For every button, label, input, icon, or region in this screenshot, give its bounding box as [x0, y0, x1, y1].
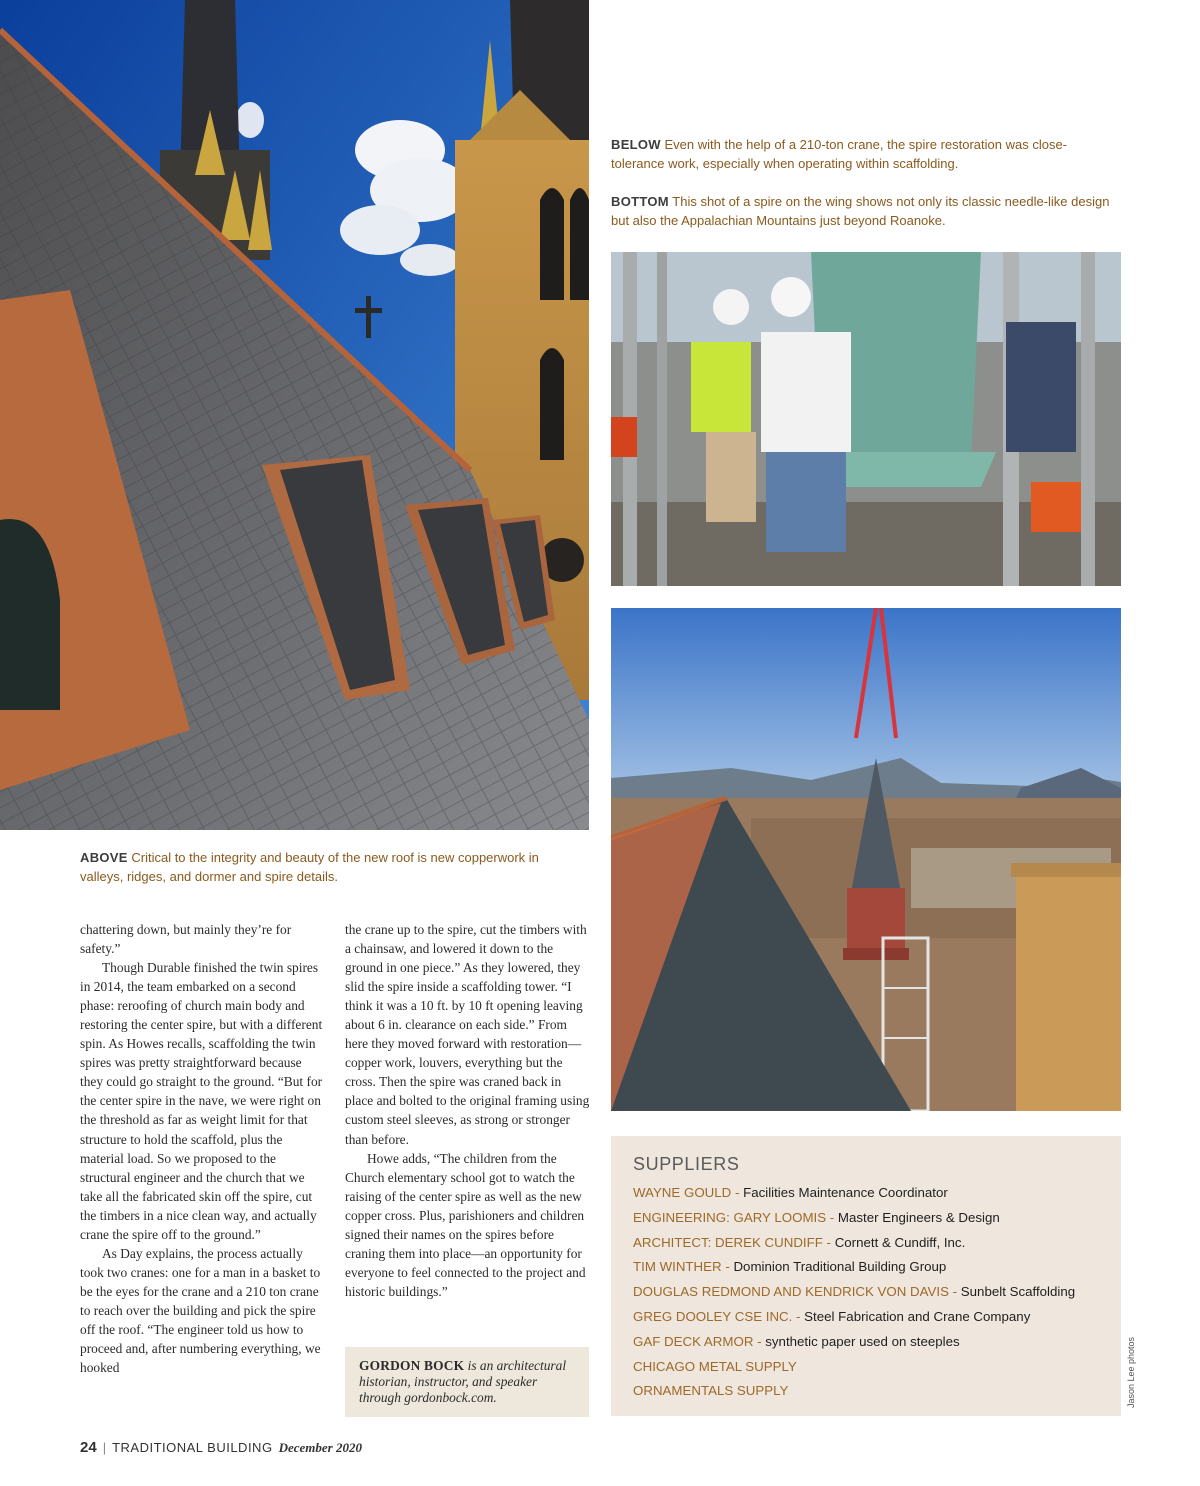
- article-paragraph: the crane up to the spire, cut the timbers with a chainsaw, and lowered it down to the ground in one piece.” As they lowered, they slid the spire inside a scaffolding tower. “I think it was a 10 ft. by 10 ft opening leaving about 6 in. clearance on each side.” From here they moved forward with restoration— copper work, louvers, everything but the cross. Then the spire was craned back in place and bolted to the original framing using custom steel sleeves, as strong or stronger than before.: [345, 922, 590, 1147]
- article-paragraph: Howe adds, “The children from the Church elementary school got to watch the raising of the center spire as well as the new copper cross. Plus, parishioners and children signed their names on the spires before craning them into place—an opportunity for everyone to feel connected to the project and historic buildings.”: [345, 1150, 586, 1299]
- caption-below: [611, 135, 1111, 173]
- crew-photo-illustration: [611, 252, 1121, 586]
- author-name: GORDON BOCK: [359, 1358, 465, 1373]
- supplier-label: ARCHITECT: DEREK CUNDIFF -: [633, 1234, 835, 1250]
- caption-bottom: [611, 192, 1111, 230]
- supplier-item: [633, 1280, 1099, 1305]
- author-bio-text: is an architectural historian, instructor, and speaker through gordonbock.com.: [359, 1358, 567, 1405]
- roof-photo: [0, 0, 589, 830]
- article-column-left: [80, 920, 325, 1377]
- article-paragraph: As Day explains, the process actually took two cranes: one for a man in a basket to be the eyes for the crane and a 210 ton crane to reach over the building and pick the spire off the roof. “The engineer told us how to proceed and, after numbering everything, we hooked: [80, 1245, 321, 1376]
- supplier-item: [633, 1379, 1099, 1404]
- supplier-label: ORNAMENTALS SUPPLY: [633, 1383, 789, 1399]
- caption-above-text: Critical to the integrity and beauty of the new roof is new copperwork in valleys, ridges, and dormer and spire details.: [80, 850, 539, 884]
- supplier-value: Steel Fabrication and Crane Company: [804, 1308, 1031, 1324]
- caption-bottom-text: This shot of a spire on the wing shows not only its classic needle-like design but also the Appalachian Mountains just beyond Roanoke.: [611, 194, 1110, 228]
- supplier-item: [633, 1231, 1099, 1256]
- photo-credit: [1126, 1336, 1140, 1408]
- supplier-value: Cornett & Cundiff, Inc.: [834, 1234, 966, 1250]
- suppliers-box: [611, 1136, 1121, 1416]
- supplier-label: DOUGLAS REDMOND AND KENDRICK VON DAVIS -: [633, 1284, 961, 1300]
- issue-date: December 2020: [278, 1440, 362, 1455]
- caption-below-lead: BELOW: [611, 137, 661, 152]
- supplier-value: Dominion Traditional Building Group: [733, 1259, 947, 1275]
- supplier-value: Master Engineers & Design: [837, 1209, 1000, 1225]
- supplier-label: TIM WINTHER -: [633, 1259, 734, 1275]
- article-paragraph: chattering down, but mainly they’re for safety.”: [80, 922, 292, 957]
- spire-photo: [611, 608, 1121, 1111]
- magazine-name: TRADITIONAL BUILDING: [112, 1440, 273, 1455]
- supplier-item: [633, 1255, 1099, 1280]
- spire-photo-illustration: [611, 608, 1121, 1111]
- supplier-label: CHICAGO METAL SUPPLY: [633, 1358, 797, 1374]
- supplier-item: [633, 1206, 1099, 1231]
- article-column-middle: [345, 920, 590, 1301]
- supplier-item: [633, 1305, 1099, 1330]
- supplier-value: Sunbelt Scaffolding: [960, 1284, 1076, 1300]
- supplier-value: synthetic paper used on steeples: [765, 1333, 960, 1349]
- supplier-item: [633, 1330, 1099, 1355]
- caption-above: [80, 848, 580, 886]
- supplier-value: Facilities Maintenance Coordinator: [743, 1185, 948, 1200]
- supplier-item: [633, 1181, 1099, 1206]
- author-bio-box: [345, 1347, 589, 1417]
- supplier-label: GREG DOOLEY CSE INC. -: [633, 1308, 805, 1324]
- supplier-label: WAYNE GOULD -: [633, 1185, 744, 1200]
- caption-below-text: Even with the help of a 210-ton crane, the spire restoration was close-tolerance work, especially when operating within scaffolding.: [611, 137, 1068, 171]
- footer-separator: |: [102, 1440, 107, 1455]
- page-footer: [80, 1439, 362, 1456]
- caption-above-lead: ABOVE: [80, 850, 128, 865]
- caption-bottom-lead: BOTTOM: [611, 194, 669, 209]
- crew-photo: [611, 252, 1121, 586]
- supplier-label: ENGINEERING: GARY LOOMIS -: [633, 1209, 838, 1225]
- suppliers-title: SUPPLIERS: [633, 1154, 740, 1174]
- supplier-item: [633, 1355, 1099, 1380]
- photo-credit-text: Jason Lee photos: [1126, 1336, 1136, 1408]
- supplier-label: GAF DECK ARMOR -: [633, 1333, 766, 1349]
- page-number: 24: [80, 1439, 97, 1456]
- roof-photo-illustration: [0, 0, 589, 830]
- article-paragraph: Though Durable finished the twin spires in 2014, the team embarked on a second phase: reroofing of church main body and restoring the center spire, but with a different spin. As Howes recalls, scaffolding the twin spires was pretty straightforward because they could go straight to the ground. “But for the center spire in the nave, we were right on the threshold as far as weight limit for that structure to hold the scaffold, plus the material load. So we proposed to the structural engineer and the church that we take all the fabricated skin off the spire, cut the timbers in a nice clean way, and actually crane the spire off to the ground.”: [80, 960, 323, 1242]
